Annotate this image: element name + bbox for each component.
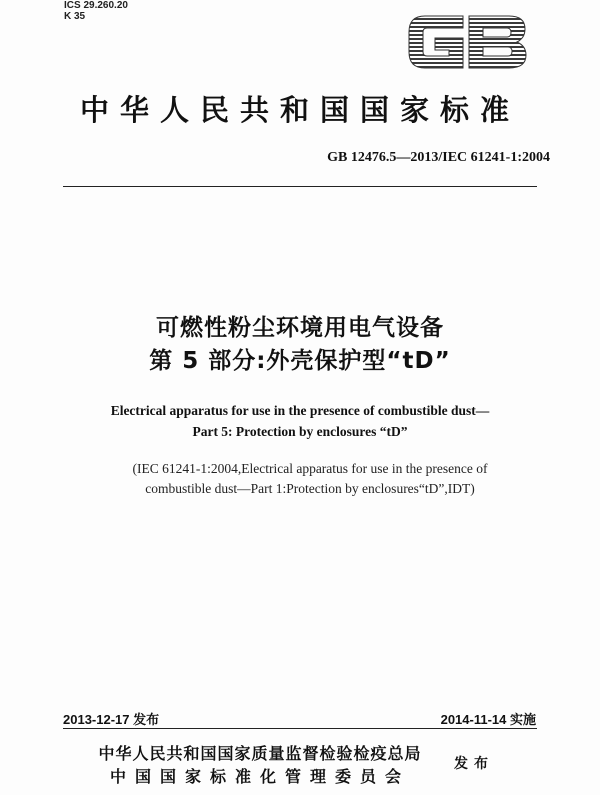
gb-logo xyxy=(405,10,530,74)
english-title-line-2: Part 5: Protection by enclosures “tD” xyxy=(192,424,408,439)
chinese-title-line-1: 可燃性粉尘环境用电气设备 xyxy=(156,315,444,341)
issue-date: 2013-12-17 发布 xyxy=(63,712,160,727)
issuer-aqsiq: 中华人民共和国国家质量监督检验检疫总局 xyxy=(98,744,422,763)
iec-reference-line-2: combustible dust—Part 1:Protection by enclosures“tD”,IDT) xyxy=(145,481,475,496)
implementation-date: 2014-11-14 实施 xyxy=(440,712,536,727)
standard-number: GB 12476.5—2013/IEC 61241-1:2004 xyxy=(327,150,550,165)
ccs-code: K 35 xyxy=(64,11,86,22)
bottom-divider xyxy=(63,728,537,729)
publish-label: 发布 xyxy=(454,756,494,772)
english-title-line-1: Electrical apparatus for use in the presence of combustible dust— xyxy=(110,403,490,418)
iec-reference-line-1: (IEC 61241-1:2004,Electrical apparatus for use in the presence of xyxy=(132,461,488,476)
national-standard-title: 中华人民共和国国家标准 xyxy=(79,93,520,127)
top-divider xyxy=(63,186,537,187)
classification-codes xyxy=(64,0,128,22)
chinese-title-line-2: 第 5 部分:外壳保护型“tD” xyxy=(149,348,451,374)
issuer-sac: 中国国家标准化管理委员会 xyxy=(109,767,410,786)
ics-code: ICS 29.260.20 xyxy=(64,0,128,11)
